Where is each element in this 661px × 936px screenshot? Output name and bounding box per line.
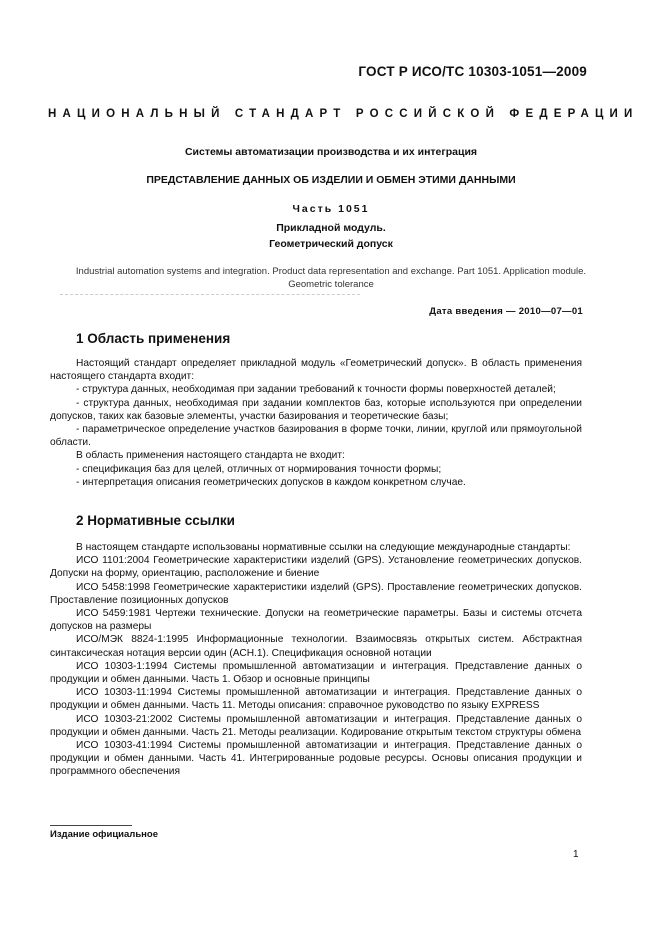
reference-item: ИСО 10303-1:1994 Системы промышленной автоматизации и интеграция. Представление данных о продукции и обмен данными. Часть 1. Обзор и основные принципы (50, 660, 582, 686)
series-title: Системы автоматизации производства и их интеграция (184, 146, 478, 158)
list-item: - структура данных, необходимая при задании комплектов баз, которые используются при определении допусков, таких как базовые элементы, участки базирования и теоретические базы; (50, 397, 582, 422)
section-2-heading: 2 Нормативные ссылки (76, 513, 235, 528)
english-title-line-1: Industrial automation systems and integration. Product data representation and exchange. Part 1051. Application module. (75, 266, 587, 277)
list-item: - структура данных, необходимая при задании требований к точности формы поверхностей деталей; (76, 384, 556, 396)
reference-item: ИСО 5459:1981 Чертежи технические. Допуски на геометрические параметры. Базы и системы отсчета допусков на размеры (50, 608, 582, 633)
paragraph: В настоящем стандарте использованы нормативные ссылки на следующие международные стандарты: (76, 542, 571, 553)
english-title-line-2: Geometric tolerance (288, 279, 374, 290)
introduction-date: Дата введения — 2010—07—01 (429, 306, 583, 317)
reference-item: ИСО 5458:1998 Геометрические характеристики изделий (GPS). Проставление геометрических допусков. Проставление позиционных допусков (50, 581, 582, 606)
reference-item: ИСО 10303-41:1994 Системы промышленной автоматизации и интеграция. Представление данных о продукции и обмен данными. Часть 41. Интегрированные родовые ресурсы. Основы описания продукции и программного обеспечения (50, 740, 582, 778)
subtitle-line-2: Геометрический допуск (269, 238, 393, 250)
reference-item: ИСО 1101:2004 Геометрические характеристики изделий (GPS). Установление геометрических допусков. Допуски на форму, ориентацию, расположение и биение (50, 555, 582, 580)
reference-item: ИСО/МЭК 8824-1:1995 Информационные технологии. Взаимосвязь открытых систем. Абстрактная синтаксическая нотация версии один (АСН.1). Спецификация основной нотации (50, 634, 582, 659)
section-1-heading: 1 Область применения (76, 331, 231, 346)
footer-divider (50, 825, 132, 826)
main-title: ПРЕДСТАВЛЕНИЕ ДАННЫХ ОБ ИЗДЕЛИИ И ОБМЕН ЭТИМИ ДАННЫМИ (146, 174, 516, 186)
document-code: ГОСТ Р ИСО/ТС 10303-1051—2009 (358, 64, 587, 79)
reference-item: ИСО 10303-11:1994 Системы промышленной автоматизации и интеграция. Представление данных о продукции и обмен данными. Часть 11. Методы описания: справочное руководство по языку EXPRESS (50, 687, 582, 712)
edition-note: Издание официальное (50, 829, 158, 840)
paragraph: В область применения настоящего стандарта не входит: (76, 450, 345, 462)
list-item: - интерпретация описания геометрических допусков в каждом конкретном случае. (76, 476, 466, 488)
page-number: 1 (573, 849, 579, 860)
scan-artifact-line (60, 294, 360, 296)
subtitle-line-1: Прикладной модуль. (276, 222, 386, 234)
section-1-body (50, 357, 582, 489)
paragraph: Настоящий стандарт определяет прикладной модуль «Геометрический допуск». В область применения настоящего стандарта входит: (50, 358, 582, 383)
reference-item: ИСО 10303-21:2002 Системы промышленной автоматизации и интеграция. Представление данных о продукции и обмен данными. Часть 21. Методы реализации. Кодирование открытым текстом структуры обмена (50, 713, 582, 738)
list-item: - параметрическое определение участков базирования в форме точки, линии, круглой или прямоугольной области. (50, 424, 582, 449)
list-item: - спецификация баз для целей, отличных от нормирования точности формы; (76, 463, 442, 475)
section-2-body (50, 541, 582, 779)
part-number: Часть 1051 (292, 203, 370, 215)
national-standard-banner: НАЦИОНАЛЬНЫЙ СТАНДАРТ РОССИЙСКОЙ ФЕДЕРАЦИИ (48, 108, 639, 120)
